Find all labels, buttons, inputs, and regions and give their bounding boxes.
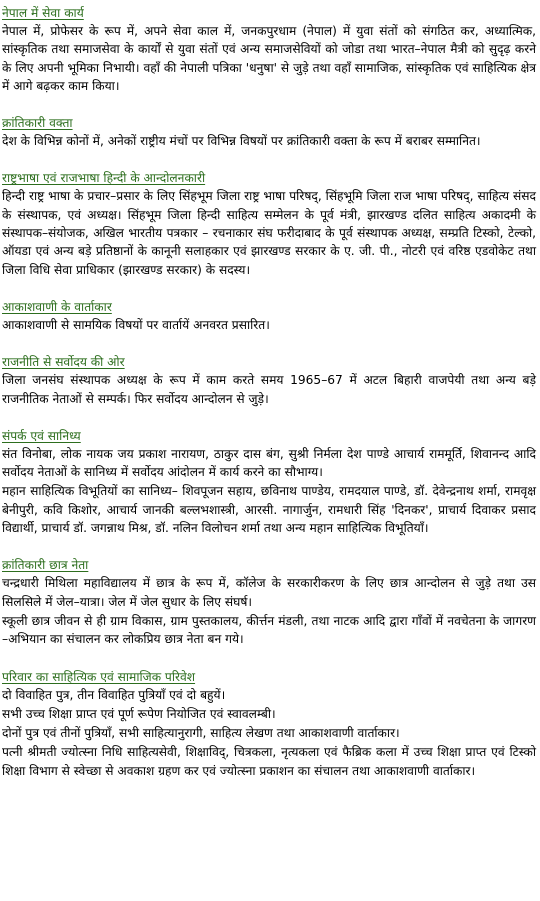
section-paragraph: नेपाल में, प्रोफेसर के रूप में, अपने सेवा काल में, जनकपुरधाम (नेपाल) में युवा संतों को संगठित कर, अध्यात्मिक, सांस्कृतिक तथा समाजसेवा के कार्यों से युवा संतों एवं अन्य समाजसेवियों को जोडा तथा भारत–नेपाल मैत्री को सुदृढ़ करने के लिए अपनी भूमिका निभायी। वहाँ की नेपाली पत्रिका 'धनुषा' से जुड़े तथा वहाँ सामाजिक, सांस्कृतिक एवं साहित्यिक क्षेत्र में आगे बढ़कर काम किया। bbox=[2, 24, 536, 93]
section-paragraph: चन्द्रधारी मिथिला महाविद्यालय में छात्र के रूप में, कॉलेज के सरकारीकरण के लिए छात्र आन्दोलन से जुड़े तथा उस सिलसिले में जेल–यात्रा। जेल में जेल सुधार के लिए संघर्ष। bbox=[2, 576, 536, 609]
section-paragraph: महान साहित्यिक विभूतियों का सानिध्य– शिवपूजन सहाय, छविनाथ पाण्डेय, रामदयाल पाण्डे, डॉ. देवेन्द्रनाथ शर्मा, रामवृक्ष बेनीपुरी, कवि किशोर, आचार्य जानकी बल्लभशास्त्री, आरसी. नागार्जुन, रामधारी सिंह 'दिनकर', प्राचार्य दिवाकर प्रसाद विद्यार्थी, प्राचार्य डॉ. जगन्नाथ मिश्र, डॉ. नलिन विलोचन शर्मा तथा अन्य महान साहित्यिक विभूतियाँ। bbox=[2, 484, 536, 536]
section-heading: क्रांतिकारी वक्ता bbox=[2, 116, 73, 131]
section-heading: नेपाल में सेवा कार्य bbox=[2, 6, 84, 20]
section-heading: राजनीति से सर्वोदय की ओर bbox=[2, 355, 125, 370]
section-student-leader bbox=[2, 554, 536, 648]
section-paragraph: दो विवाहित पुत्र, तीन विवाहित पुत्रियाँ एवं दो बहुयें। bbox=[2, 687, 226, 702]
section-heading: क्रांतिकारी छात्र नेता bbox=[2, 558, 89, 573]
section-heading: संपर्क एवं सानिध्य bbox=[2, 428, 81, 443]
section-politics-sarvodaya bbox=[2, 351, 536, 408]
section-nepal-service bbox=[2, 2, 536, 95]
section-family bbox=[2, 666, 536, 780]
section-paragraph: स्कूली छात्र जीवन से ही ग्राम विकास, ग्राम पुस्तकालय, कीर्त्तन मंडली, तथा नाटक आदि द्वारा गाँवों में नवचेतना के जागरण –अभियान का संचालन कर लोकप्रिय छात्र नेता बन गये। bbox=[2, 613, 536, 647]
section-revolutionary-speaker bbox=[2, 112, 536, 150]
section-hindi-movement bbox=[2, 167, 536, 278]
section-heading: आकाशवाणी के वार्ताकार bbox=[2, 299, 112, 314]
section-paragraph: हिन्दी राष्ट्र भाषा के प्रचार–प्रसार के लिए सिंहभूम जिला राष्ट्र भाषा परिषद्, सिंहभूमि जिला राज भाषा परिषद्, साहित्य संसद के संस्थापक, एवं अध्यक्ष। सिंहभूम जिला हिन्दी साहित्य सम्मेलन के पूर्व मंत्री, झारखण्ड दलित साहित्य अकादमी के संस्थापक–संयोजक, अखिल भारतीय पत्रकार – रचनाकार संघ फरीदाबाद के पूर्व संस्थापक अध्यक्ष, सम्प्रति टिस्को, टेल्को, ऑयडा एवं अन्य बड़े प्रतिष्ठानों के कानूनी सलाहकार एवं झारखण्ड सरकार के ए. जी. पी., नोटरी एवं वरिष्ठ एडवोकेट तथा जिला विधि सेवा प्राधिकार (झारखण्ड सरकार) के सदस्य। bbox=[2, 189, 536, 277]
section-heading: परिवार का साहित्यिक एवं सामाजिक परिवेश bbox=[2, 669, 196, 684]
section-paragraph: देश के विभिन्न कोनों में, अनेकों राष्ट्रीय मंचों पर विभिन्न विषयों पर क्रांतिकारी वक्ता के रूप में बराबर सम्मानित। bbox=[2, 134, 481, 149]
section-heading: राष्ट्रभाषा एवं राजभाषा हिन्दी के आन्दोलनकारी bbox=[2, 171, 206, 186]
section-paragraph: दोनों पुत्र एवं तीनों पुत्रियाँ, सभी साहित्यानुरागी, साहित्य लेखण तथा आकाशवाणी वार्ताकार। bbox=[2, 726, 400, 741]
section-akashvani bbox=[2, 296, 536, 334]
section-paragraph: पत्नी श्रीमती ज्योत्स्ना निधि साहित्यसेवी, शिक्षाविद्, चित्रकला, नृत्यकला एवं फैब्रिक कला में उच्च शिक्षा प्राप्त एवं टिस्को शिक्षा विभाग से स्वेच्छा से अवकाश ग्रहण कर एवं ज्योत्स्ना प्रकाशन का संचालन तथा आकाशवाणी वार्ताकार। bbox=[2, 745, 536, 778]
section-paragraph: सभी उच्च शिक्षा प्राप्त एवं पूर्ण रूपेण नियोजित एवं स्वावलम्बी। bbox=[2, 706, 276, 721]
section-paragraph: आकाशवाणी से सामयिक विषयों पर वार्तायें अनवरत प्रसारित। bbox=[2, 317, 270, 332]
section-contacts bbox=[2, 425, 536, 537]
section-paragraph: संत विनोबा, लोक नायक जय प्रकाश नारायण, ठाकुर दास बंग, सुश्री निर्मला देश पाण्डे आचार्य राममूर्ति, शिवानन्द आदि सर्वोदय नेताओं के सानिध्य में सर्वोदय आंदोलन में कार्य करने का सौभाग्य। bbox=[2, 446, 536, 480]
section-paragraph: जिला जनसंघ संस्थापक अध्यक्ष के रूप में काम करते समय 1965–67 में अटल बिहारी वाजपेयी तथा अन्य बड़े राजनीतिक नेताओं से सम्पर्क। फिर सर्वोदय आन्दोलन से जुड़े। bbox=[2, 373, 536, 406]
